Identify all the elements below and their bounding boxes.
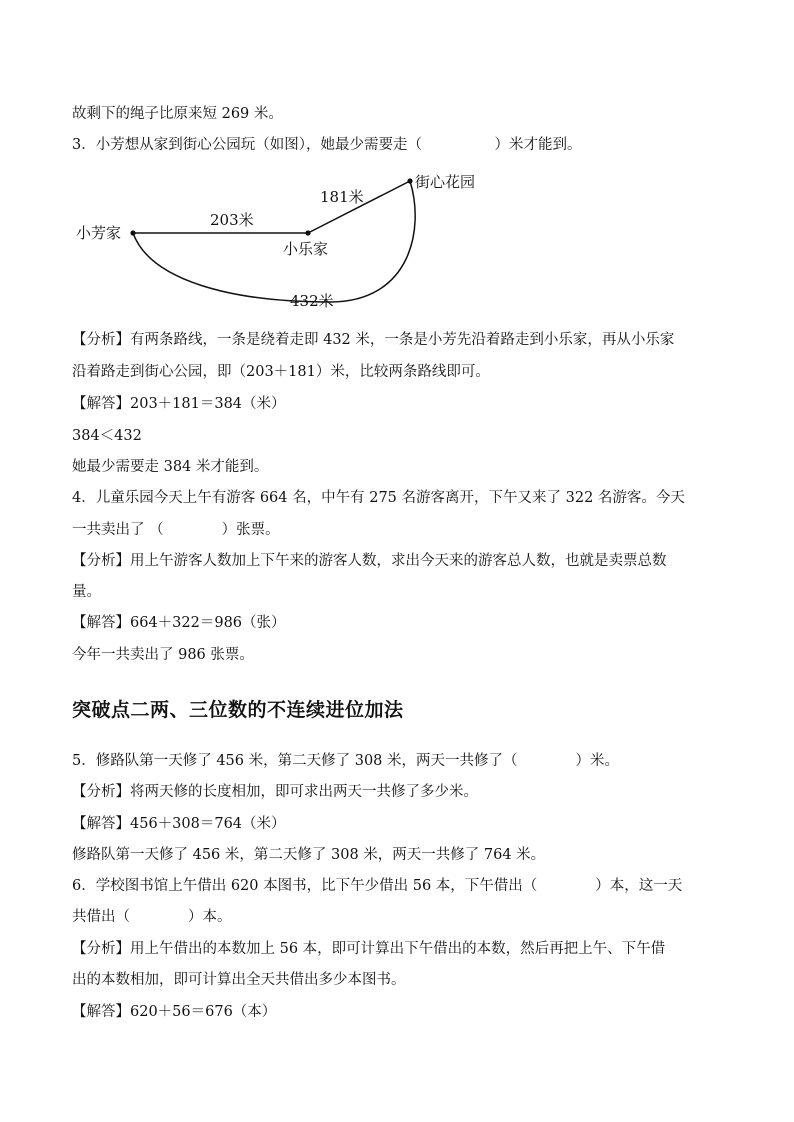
question-6: 6．学校图书馆上午借出 620 本图书，比下午少借出 56 本，下午借出（ ）本，这一天 bbox=[72, 878, 683, 894]
answer-label: 【解答】664＋322＝986（张） bbox=[72, 615, 286, 631]
answer-label: 【解答】203＋181＝384（米） bbox=[72, 396, 286, 412]
analysis-label: 【分析】有两条路线，一条是绕着走即 432 米，一条是小芳先沿着路走到小乐家，再从小乐家 bbox=[72, 332, 675, 348]
home-dot bbox=[130, 230, 135, 235]
home-label: 小芳家 bbox=[76, 224, 122, 242]
friend-label: 小乐家 bbox=[283, 240, 329, 258]
text-line: 一共卖出了 （ ）张票。 bbox=[72, 522, 280, 538]
distance-203-label: 203米 bbox=[210, 211, 254, 229]
distance-181-label: 181米 bbox=[320, 188, 364, 206]
text-line: 量。 bbox=[72, 584, 101, 600]
analysis-label: 【分析】用上午游客人数加上下午来的游客人数，求出今天来的游客总人数，也就是卖票总数 bbox=[72, 553, 667, 569]
text-line: 今年一共卖出了 986 张票。 bbox=[72, 647, 254, 663]
answer-label: 【解答】620＋56＝676（本） bbox=[72, 1004, 277, 1020]
distance-432-label: 432米 bbox=[290, 292, 334, 310]
friend-dot bbox=[305, 230, 310, 235]
park-label: 街心花园 bbox=[415, 173, 476, 191]
route-diagram bbox=[0, 170, 794, 330]
text-line: 384＜432 bbox=[72, 428, 142, 444]
question-4: 4．儿童乐园今天上午有游客 664 名，中午有 275 名游客离开，下午又来了 322 名游客。今天 bbox=[72, 490, 685, 506]
question-5: 5．修路队第一天修了 456 米，第二天修了 308 米，两天一共修了（ ）米。 bbox=[72, 753, 620, 769]
park-dot bbox=[407, 178, 412, 183]
answer-label: 【解答】456＋308＝764（米） bbox=[72, 816, 286, 832]
text-line: 故剩下的绳子比原来短 269 米。 bbox=[72, 106, 283, 122]
text-line: 沿着路走到街心公园，即（203＋181）米，比较两条路线即可。 bbox=[72, 364, 490, 380]
analysis-label: 【分析】将两天修的长度相加，即可求出两天一共修了多少米。 bbox=[72, 784, 478, 800]
text-line: 她最少需要走 384 米才能到。 bbox=[72, 459, 269, 475]
text-line: 出的本数相加，即可计算出全天共借出多少本图书。 bbox=[72, 972, 406, 988]
analysis-label: 【分析】用上午借出的本数加上 56 本，即可计算出下午借出的本数，然后再把上午、下午借 bbox=[72, 941, 666, 957]
text-line: 共借出（ ）本。 bbox=[72, 909, 232, 925]
text-line: 修路队第一天修了 456 米，第二天修了 308 米，两天一共修了 764 米。 bbox=[72, 847, 546, 863]
section-heading: 突破点二两、三位数的不连续进位加法 bbox=[72, 699, 404, 721]
question-3: 3．小芳想从家到街心公园玩（如图），她最少需要走（ ）米才能到。 bbox=[72, 137, 582, 153]
